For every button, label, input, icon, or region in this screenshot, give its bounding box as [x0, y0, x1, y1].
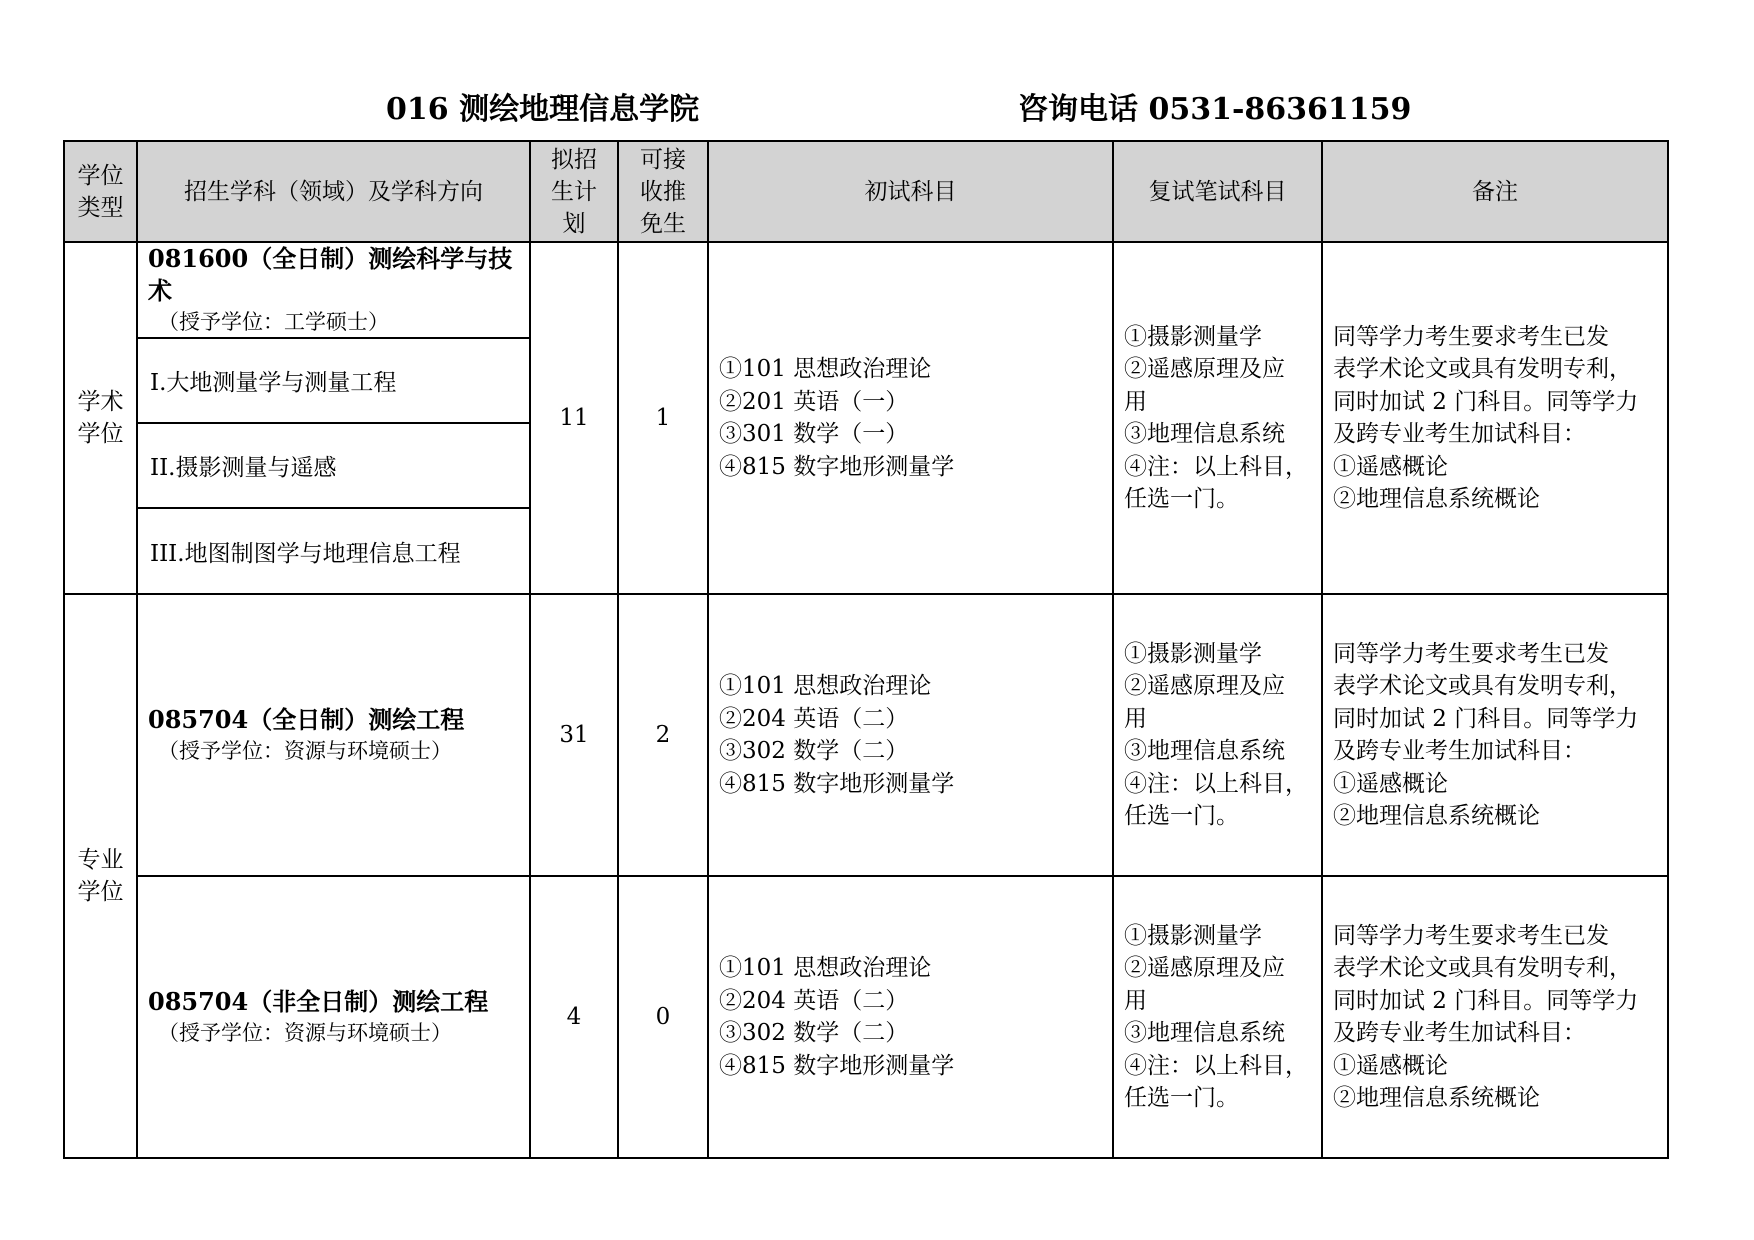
direction-2: II.摄影测量与遥感 [137, 423, 530, 508]
header-exam: 初试科目 [708, 141, 1113, 242]
plan-count: 4 [530, 876, 618, 1158]
contact-phone: 咨询电话 0531-86361159 [1018, 92, 1412, 127]
degree-type-professional: 专业 学位 [64, 594, 137, 1158]
direction-3: III.地图制图学与地理信息工程 [137, 508, 530, 594]
major-title: 085704（非全日制）测绘工程 [148, 987, 489, 1016]
exempt-count: 1 [618, 242, 708, 594]
header-discipline: 招生学科（领域）及学科方向 [137, 141, 530, 242]
header-retest: 复试笔试科目 [1113, 141, 1322, 242]
major-degree-note: （授予学位：工学硕士） [158, 310, 389, 334]
exam-subjects: ①101 思想政治理论 ②201 英语（一） ③301 数学（一） ④815 数字地形测量学 [708, 242, 1113, 594]
major-degree-note: （授予学位：资源与环境硕士） [158, 739, 452, 763]
notes: 同等学力考生要求考生已发 表学术论文或具有发明专利， 同时加试 2 门科目。同等学力 及跨专业考生加试科目： ①遥感概论 ②地理信息系统概论 [1322, 876, 1668, 1158]
major-title: 081600（全日制）测绘科学与技术 [148, 244, 513, 305]
header-degree-type: 学位 类型 [64, 141, 137, 242]
table-header-row [64, 141, 1668, 242]
notes: 同等学力考生要求考生已发 表学术论文或具有发明专利， 同时加试 2 门科目。同等学力 及跨专业考生加试科目： ①遥感概论 ②地理信息系统概论 [1322, 242, 1668, 594]
admissions-table [63, 140, 1669, 1159]
direction-1: I.大地测量学与测量工程 [137, 338, 530, 423]
table-row [64, 242, 1668, 338]
exempt-count: 0 [618, 876, 708, 1158]
major-title: 085704（全日制）测绘工程 [148, 705, 465, 734]
major-cell [137, 876, 530, 1158]
retest-subjects: ①摄影测量学 ②遥感原理及应 用 ③地理信息系统 ④注：以上科目， 任选一门。 [1113, 242, 1322, 594]
table-row [64, 594, 1668, 876]
header-notes: 备注 [1322, 141, 1668, 242]
exempt-count: 2 [618, 594, 708, 876]
notes: 同等学力考生要求考生已发 表学术论文或具有发明专利， 同时加试 2 门科目。同等学力 及跨专业考生加试科目： ①遥感概论 ②地理信息系统概论 [1322, 594, 1668, 876]
header-plan: 拟招 生计 划 [530, 141, 618, 242]
retest-subjects: ①摄影测量学 ②遥感原理及应 用 ③地理信息系统 ④注：以上科目， 任选一门。 [1113, 594, 1322, 876]
major-cell [137, 594, 530, 876]
exam-subjects: ①101 思想政治理论 ②204 英语（二） ③302 数学（二） ④815 数字地形测量学 [708, 594, 1113, 876]
degree-type-academic: 学术 学位 [64, 242, 137, 594]
table-row [64, 876, 1668, 1158]
retest-subjects: ①摄影测量学 ②遥感原理及应 用 ③地理信息系统 ④注：以上科目， 任选一门。 [1113, 876, 1322, 1158]
header-exempt: 可接 收推 免生 [618, 141, 708, 242]
major-cell [137, 242, 530, 338]
exam-subjects: ①101 思想政治理论 ②204 英语（二） ③302 数学（二） ④815 数字地形测量学 [708, 876, 1113, 1158]
plan-count: 11 [530, 242, 618, 594]
major-degree-note: （授予学位：资源与环境硕士） [158, 1021, 452, 1045]
plan-count: 31 [530, 594, 618, 876]
page-title: 016 测绘地理信息学院 [386, 92, 700, 127]
